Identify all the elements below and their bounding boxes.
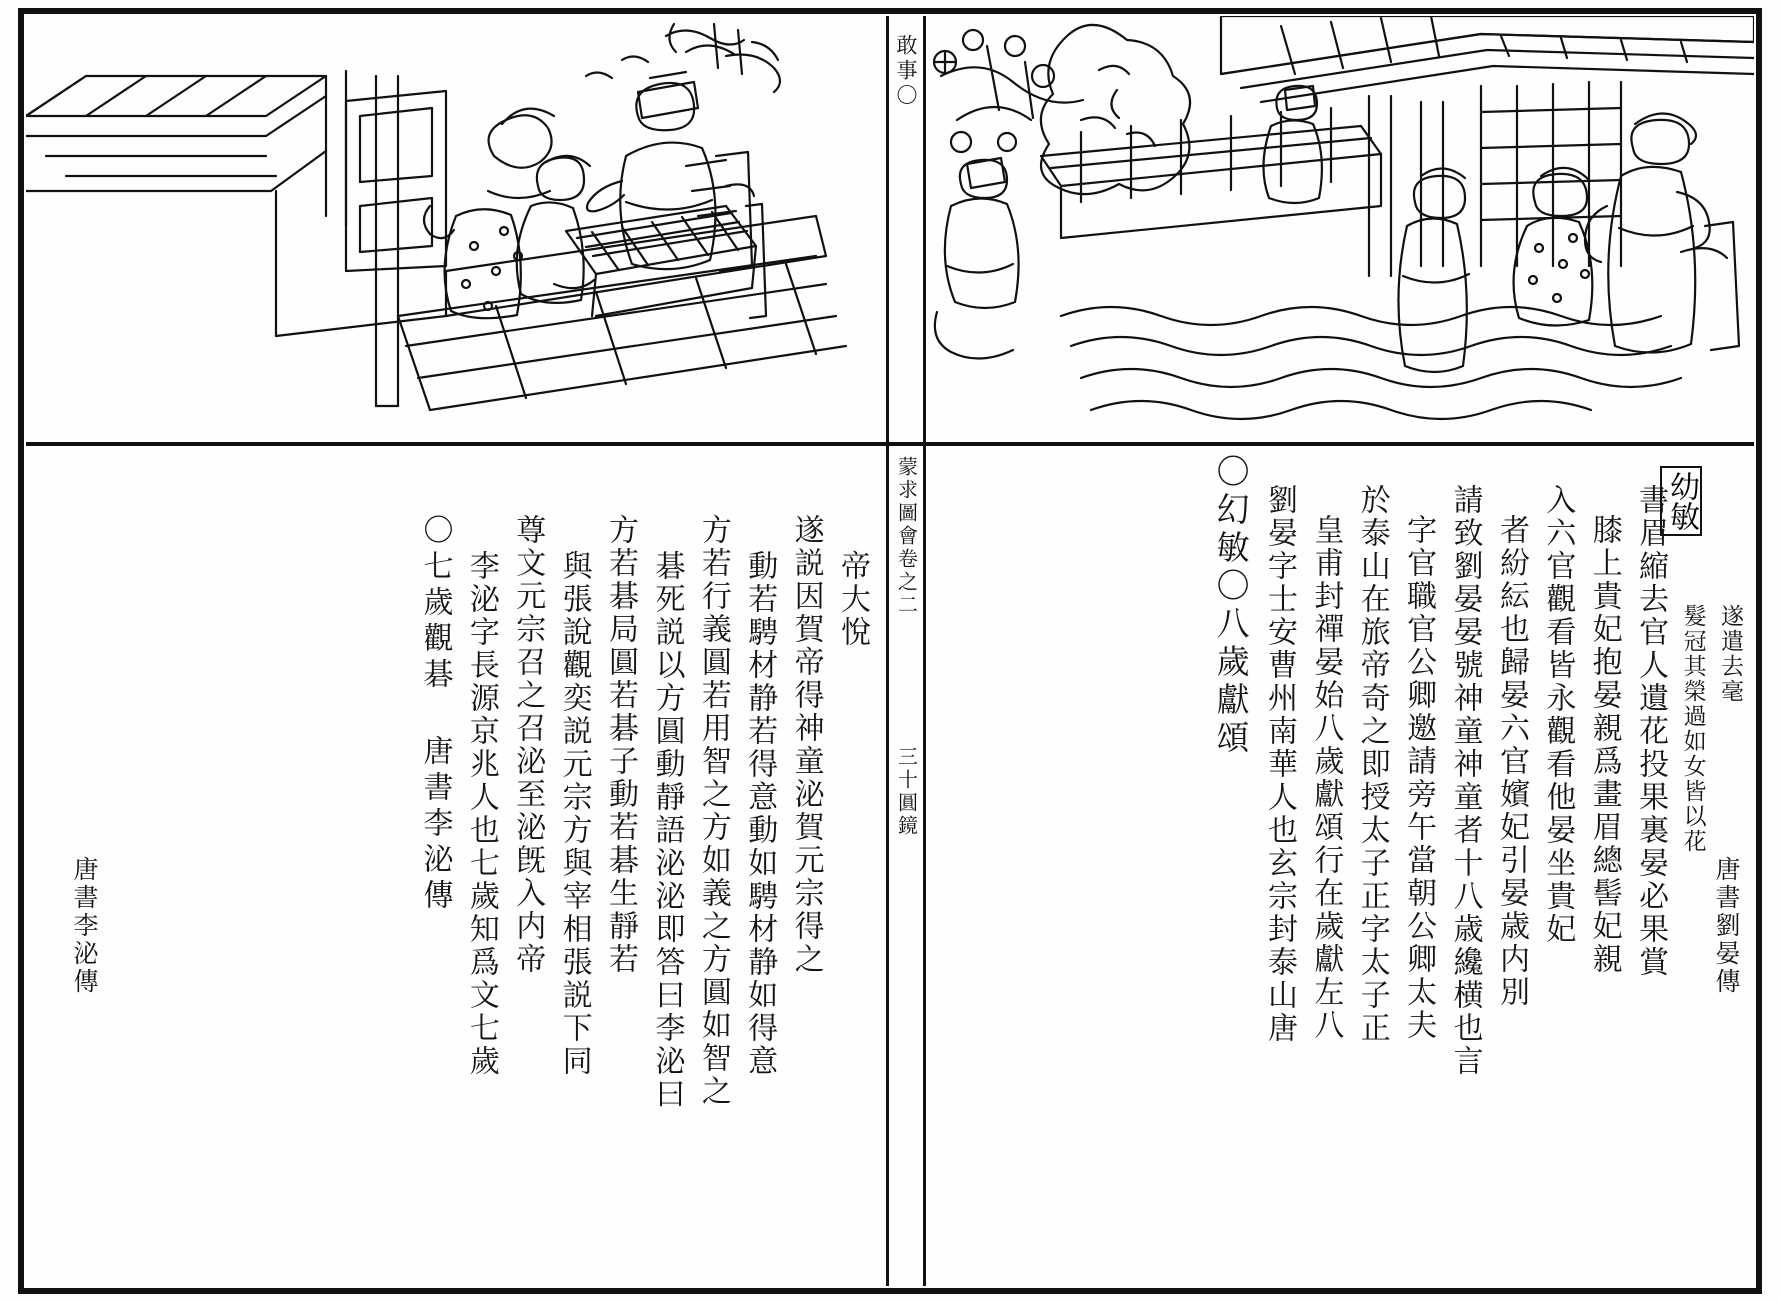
illustration-center-label: 敢事〇 [894, 34, 918, 109]
text-column: 遂遣去毫 [1717, 604, 1743, 704]
text-column: 皇甫封禪晏始八歲獻頌行在歲獻左八 [1308, 514, 1344, 1042]
text-column: 膝上貴妃抱晏親爲畫眉總髻妃親 [1586, 514, 1622, 976]
text-half-right [921, 446, 1754, 1286]
source-attribution-liu-yan: 唐書劉晏傳 [1712, 856, 1741, 996]
illustration-left-scene [26, 16, 881, 442]
boxed-topic-mark [1660, 466, 1702, 540]
text-column: 請致劉晏晏號神童神童者十八歳纔横也言 [1447, 484, 1483, 1078]
text-column: 遂説因賀帝得神童泌賀元宗得之 [788, 514, 824, 976]
illustration-band [26, 16, 1754, 446]
text-column: 李泌字長源京兆人也七歲知爲文七歲 [463, 550, 499, 1078]
column-group-right [1205, 454, 1748, 1278]
text-column: 方若行義圓若用智之方如義之方圓如智之 [695, 514, 731, 1108]
volume-label: 蒙求圖會卷之二 [894, 456, 919, 617]
column-group-left [411, 454, 875, 1278]
source-attribution-li-mi: 唐書李泌傳 [70, 856, 99, 996]
text-column: 帝大悅 [835, 550, 870, 649]
text-column: 髮冠其榮過如女皆以花 [1679, 604, 1706, 854]
left-scene-drawing [26, 16, 881, 442]
text-column: 於泰山在旅帝奇之即授太子正字太子正 [1354, 484, 1390, 1045]
text-column: 者紛紜也歸晏六官嬪妃引晏歳内別 [1493, 514, 1529, 1009]
boxed-topic-text: 幼敏 [1660, 466, 1702, 536]
text-column: 字官職官公卿邀請旁午當朝公卿太夫 [1401, 514, 1437, 1042]
text-column: 劉晏字士安曹州南華人也玄宗封泰山唐 [1262, 484, 1297, 1045]
text-column: 動若騁材静若得意動如騁材静如得意 [742, 550, 778, 1078]
text-column: 方若碁局圓若碁子動若碁生靜若 [603, 514, 639, 976]
volume-sub-label: 三十圓鏡 [894, 746, 919, 838]
text-column: 尊文元宗召之召泌至泌旣入内帝 [510, 514, 546, 976]
text-column: 與張說觀奕説元宗方與宰相張説下同 [556, 550, 592, 1078]
text-column: 書眉縮去官人遺花投果裏晏必果賞 [1633, 484, 1669, 979]
illustration-center-divider [886, 16, 926, 442]
illustration-right-scene [921, 16, 1754, 442]
section-heading-li-mi: 〇七歲觀碁 唐書李泌傳 [417, 514, 453, 915]
text-column: 入六官觀看皆永觀看他晏坐貴妃 [1540, 484, 1576, 946]
text-half-left [26, 446, 881, 1286]
section-heading-liu-yan: 〇幻敏〇八歲獻頌 [1211, 454, 1251, 758]
center-column-strip [886, 446, 926, 1286]
right-scene-drawing [921, 16, 1754, 442]
text-band [26, 446, 1754, 1286]
text-column: 碁死説以方圓動靜語泌泌即答曰李泌曰 [649, 550, 685, 1111]
